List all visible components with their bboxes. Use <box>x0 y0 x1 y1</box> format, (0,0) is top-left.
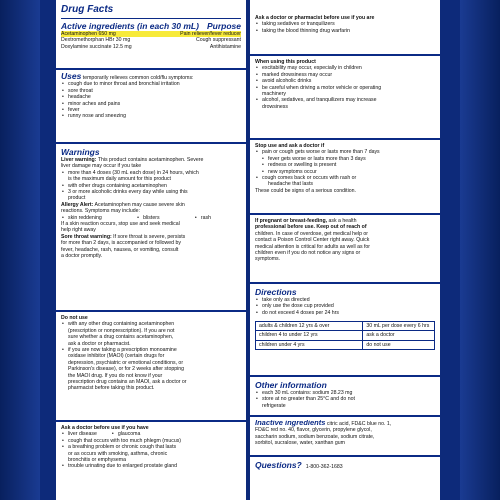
liver-line: liver damage may occur if you take <box>61 163 142 170</box>
directions-item: • only use the dose cup provided <box>255 303 435 309</box>
liver-line: This product contains acetaminophen. Severe <box>96 157 204 163</box>
sore-throat-label: Sore throat warning: <box>61 233 112 240</box>
do-not-use-line: Parkinson's disease), or for 2 weeks after stopping <box>68 366 185 373</box>
stop-use-heading: Stop use and ask a doctor if <box>255 143 325 149</box>
active-ingredients-heading: Active ingredients (in each 30 mL) <box>61 21 199 31</box>
ingredient-name: Doxylamine succinate 12.5 mg <box>61 43 132 50</box>
right-column <box>250 0 440 500</box>
inactive-line: sorbitol, sucralose, water, xanthan gum <box>255 440 345 447</box>
when-using-line: • alcohol, sedatives, and tranquilizers may increase <box>255 97 435 103</box>
when-using-line: machinery <box>262 91 286 98</box>
ask-pharmacist-heading: Ask a doctor or pharmacist before use if you are <box>255 15 375 21</box>
ask-doctor-item: • liver disease <box>61 431 97 437</box>
drug-facts-title: Drug Facts <box>61 4 114 15</box>
allergy-item: • rash <box>194 215 211 221</box>
ask-doctor-heading: Ask a doctor before use if you have <box>61 425 149 431</box>
ask-pharmacist-section <box>250 12 440 34</box>
table-row <box>256 331 435 340</box>
ask-pharmacist-item: • taking sedatives or tranquilizers <box>255 21 435 27</box>
stop-use-line: headache that lasts <box>268 181 313 188</box>
other-information-section <box>250 375 440 409</box>
pregnant-line: children even if you do not notice any signs or <box>255 250 361 257</box>
uses-item: • fever <box>61 107 241 113</box>
do-not-use-line: oxidase inhibitor (MAOI) (certain drugs for <box>68 353 165 360</box>
liver-warning-label: Liver warning: <box>61 157 97 163</box>
warnings-heading: Warnings <box>61 147 100 157</box>
when-using-line: • excitability may occur, especially in children <box>255 65 435 71</box>
do-not-use-line: sure whether a drug contains acetaminophen, <box>68 334 174 341</box>
ask-doctor-line: • trouble urinating due to enlarged prostate gland <box>61 463 241 469</box>
inactive-line: citric acid, FD&C blue no. 1, <box>325 421 392 427</box>
dosage-amount: do not use <box>363 340 435 349</box>
do-not-use-line: the MAOI drug. If you do not know if your <box>68 372 163 379</box>
directions-section <box>250 282 440 350</box>
when-using-section <box>250 54 440 110</box>
liver-line: product <box>68 195 86 202</box>
sore-line: for more than 2 days, is accompanied or followed by <box>61 240 181 247</box>
dosage-table <box>255 321 435 350</box>
uses-section <box>56 68 246 120</box>
stop-use-line: • pain or cough gets worse or lasts more than 7 days <box>255 149 435 155</box>
when-using-heading: When using this product <box>255 59 316 65</box>
ask-doctor-section <box>56 420 246 500</box>
ingredient-purpose: Pain reliever/fever reducer <box>180 31 241 37</box>
ask-doctor-item: • glaucoma <box>111 431 141 437</box>
table-row <box>256 340 435 349</box>
pregnant-heading: If pregnant or breast-feeding, <box>255 218 328 224</box>
ask-doctor-line: • cough that occurs with too much phlegm (mucus) <box>61 438 241 444</box>
do-not-use-line: • with any other drug containing acetaminophen <box>61 321 241 327</box>
ingredient-name: Acetaminophen 650 mg <box>61 31 116 37</box>
uses-item: • headache <box>61 94 241 100</box>
ingredient-name: Dextromethorphan HBr 30 mg <box>61 37 131 44</box>
other-information-item: refrigerate <box>262 402 286 409</box>
ingredient-purpose: Antihistamine <box>209 43 241 50</box>
ask-doctor-line: or as occurs with smoking, asthma, chronic <box>68 450 168 457</box>
uses-item: • minor aches and pains <box>61 101 241 107</box>
questions-section <box>250 455 440 500</box>
other-information-heading: Other information <box>255 380 327 390</box>
allergy-line: reactions. Symptoms may include: <box>61 208 140 215</box>
directions-item: • do not exceed 4 doses per 24 hrs <box>255 310 435 316</box>
left-border <box>0 0 40 500</box>
when-using-line: • avoid alcoholic drinks <box>255 78 435 84</box>
liver-line: • 3 or more alcoholic drinks every day while using this <box>61 189 241 195</box>
do-not-use-line: (prescription or nonprescription). If you are not <box>68 327 175 334</box>
inactive-line: FD&C red no. 40, flavor, glycerin, propylene glycol, <box>255 427 372 434</box>
uses-heading: Uses <box>61 73 82 81</box>
do-not-use-line: depression, psychiatric or emotional conditions, or <box>68 359 184 366</box>
stop-use-section <box>250 138 440 194</box>
liver-line: • more than 4 doses (30 mL each dose) in 24 hours, which <box>61 170 241 176</box>
sore-line: fever, headache, rash, nausea, or vomiting, consult <box>61 246 179 253</box>
inactive-ingredients-section <box>250 415 440 447</box>
other-information-item: • store at no greater than 25°C and do not <box>255 396 435 402</box>
questions-phone[interactable]: 1-800-362-1683 <box>305 464 343 470</box>
other-information-item: • each 30 mL contains: sodium 28.23 mg <box>255 390 435 396</box>
do-not-use-section <box>56 310 246 392</box>
right-border <box>460 0 500 500</box>
do-not-use-line: prescription drug contains an MAOI, ask a doctor or <box>68 379 187 386</box>
questions-heading: Questions? <box>255 460 302 470</box>
uses-item: • runny nose and sneezing <box>61 113 241 119</box>
warnings-section <box>56 142 246 260</box>
ask-doctor-line: bronchitis or emphysema <box>68 457 126 464</box>
do-not-use-line: • if you are now taking a prescription monoamine <box>61 347 241 353</box>
dosage-amount: ask a doctor <box>363 331 435 340</box>
inactive-ingredients-heading: Inactive ingredients <box>255 420 326 427</box>
table-row <box>256 322 435 331</box>
pregnant-line: contact a Poison Control Center right away. Quick <box>255 237 370 244</box>
pregnant-section <box>250 213 440 263</box>
directions-heading: Directions <box>255 287 297 297</box>
stop-use-line: • fever gets worse or lasts more than 3 days <box>255 156 435 162</box>
dosage-amount: 30 mL per dose every 6 hrs <box>363 322 435 331</box>
liver-line: is the maximum daily amount for this product <box>68 176 171 183</box>
allergy-after-line: If a skin reaction occurs, stop use and seek medical <box>61 221 180 228</box>
ingredient-row <box>61 44 241 50</box>
do-not-use-line: pharmacist before taking this product. <box>68 385 155 392</box>
uses-intro: temporarily relieves common cold/flu symptoms: <box>82 75 194 81</box>
sore-line: a doctor promptly. <box>61 253 103 260</box>
allergy-item: • skin reddening <box>61 215 102 221</box>
uses-item: • cough due to minor throat and bronchial irritation <box>61 81 241 87</box>
when-using-line: • marked drowsiness may occur <box>255 72 435 78</box>
dosage-who: adults & children 12 yrs & over <box>256 322 363 331</box>
pregnant-line: ask a health <box>327 218 357 224</box>
stop-use-line: • cough comes back or occurs with rash or <box>255 175 435 181</box>
left-column <box>56 0 246 500</box>
pregnant-line: symptoms. <box>255 256 281 263</box>
drug-facts-section <box>56 0 246 68</box>
allergy-line: Acetaminophen may cause severe skin <box>93 201 185 208</box>
dosage-who: children 4 to under 12 yrs <box>256 331 363 340</box>
stop-use-line: • redness or swelling is present <box>255 162 435 168</box>
allergy-item: • blisters <box>136 215 159 221</box>
ask-doctor-line: • a breathing problem or chronic cough that lasts <box>61 444 241 450</box>
ingredient-purpose: Cough suppressant <box>196 37 241 44</box>
stop-use-line: • new symptoms occur <box>255 169 435 175</box>
sore-line: If sore throat is severe, persists <box>111 233 186 240</box>
liver-line: • with other drugs containing acetaminophen <box>61 183 241 189</box>
stop-use-line: These could be signs of a serious condition. <box>255 187 356 194</box>
pregnant-line: medical attention is critical for adults as well as for <box>255 243 371 250</box>
pregnant-line: professional before use. Keep out of reach of <box>255 224 367 231</box>
do-not-use-heading: Do not use <box>61 315 88 321</box>
when-using-line: drowsiness <box>262 103 288 110</box>
do-not-use-line: ask a doctor or pharmacist. <box>68 340 131 347</box>
pregnant-line: children. In case of overdose, get medical help or <box>255 230 369 237</box>
ask-pharmacist-item: • taking the blood thinning drug warfarin <box>255 28 435 34</box>
directions-item: • take only as directed <box>255 297 435 303</box>
allergy-alert-label: Allergy Alert: <box>61 201 94 208</box>
uses-item: • sore throat <box>61 88 241 94</box>
purpose-heading: Purpose <box>206 21 241 31</box>
dosage-who: children under 4 yrs <box>256 340 363 349</box>
allergy-after-line: help right away <box>61 227 96 234</box>
when-using-line: • be careful when driving a motor vehicle or operating <box>255 85 435 91</box>
inactive-line: saccharin sodium, sodium benzoate, sodium citrate, <box>255 433 375 440</box>
